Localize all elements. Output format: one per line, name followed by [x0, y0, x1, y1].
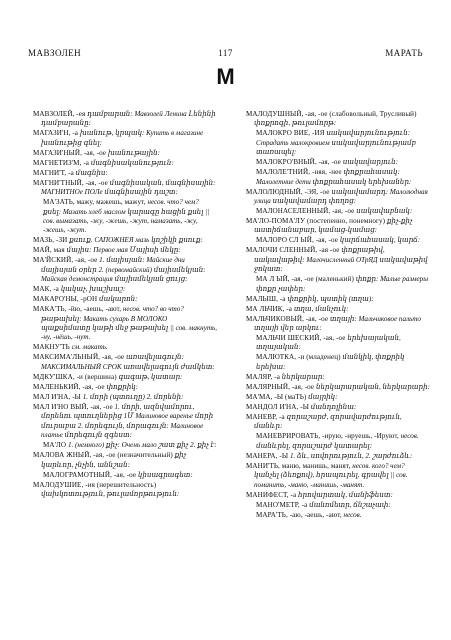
right-column	[246, 110, 430, 521]
entry-headword: МАЛЬЧИКОВЫЙ, -ая, -ое	[246, 314, 329, 323]
entry-headword: МАНО'МЕТР, -а	[256, 500, 308, 509]
entry-translation: ներկարար:	[281, 372, 325, 381]
entry-translation: հրովարտակ, մանիֆեստ:	[298, 490, 393, 499]
dictionary-entry	[33, 295, 217, 304]
entry-headword: МАК, -а	[33, 285, 59, 294]
dictionary-entry	[246, 188, 430, 207]
entry-translation: փոքրոգի, թուլամորթ:	[254, 119, 337, 128]
dictionary-entry	[33, 481, 217, 500]
entry-headword: МАЛ И'НО ВЫЙ, -ая, -ое	[33, 402, 113, 411]
dictionary-entry	[246, 432, 430, 451]
entry-translation: սակավաբնակ:	[356, 207, 413, 216]
entry-translation: см. макать.	[71, 343, 108, 352]
entry-translation: զորաշարժ, զորավարժություն, մանևր:	[254, 412, 402, 431]
dictionary-entry	[246, 110, 430, 129]
entry-headword: МА'ЛО	[43, 441, 67, 450]
dictionary-entry	[33, 169, 217, 178]
entry-headword: МАЛЫШ, -а	[246, 294, 286, 303]
dictionary-entry	[246, 334, 430, 353]
entry-headword: МДКУ'ШКА, -и (вершина)	[33, 372, 117, 381]
entry-translation: 1. մորի, ազնվամորու, մորենու պտուղներից 1Մ Малиновое варенье մորի մուրաբա 2. մորեգույն, մորագույն: Малиновое платье մորեգույն զգեստ:	[41, 402, 214, 440]
left-column	[33, 110, 217, 500]
dictionary-entry	[33, 383, 217, 392]
entry-translation: փոքրաթիվ, սակավաթիվ: Малочисленный ОТрЯД սակավաթիվ ջոկատ:	[254, 246, 428, 274]
dictionary-entry	[246, 403, 430, 412]
entry-translation: քսուք. САПОЖНЕЯ мазь կոշիկի քսուք:	[69, 236, 203, 245]
entry-translation: մագնիսական, մագնիսային: МАГНИТНОе ПОЛе մագնիսային դաշտ:	[41, 178, 216, 197]
entry-translation: կարճահասակ, կարճ:	[339, 236, 421, 245]
dictionary-entry	[33, 353, 217, 372]
entry-headword: МАЛОЛЮДНЫЙ, -ЭЯ, -ое	[246, 187, 330, 196]
entry-translation: առավելագույն: МАКСИМАЛЬНЫЙ СРОК առավելագույն ժամկետ:	[41, 353, 215, 371]
entry-translation: մագնիս:	[75, 168, 108, 177]
entry-translation: սակավարյուն:	[342, 158, 399, 167]
entry-headword: МАЛЯРНЫЙ, -ая, -ое	[246, 382, 315, 391]
dictionary-entry	[33, 110, 217, 129]
dictionary-entry	[33, 236, 217, 245]
entry-headword: МА ЛЬЧИК, -а	[246, 304, 293, 313]
entry-headword: МАЗЬ, -ЗИ	[33, 236, 68, 245]
entry-headword: МАЛОКРО'ВНЫЙ, -ая, -ое	[256, 158, 341, 167]
entry-headword: МАЛОЛЕ'ТНИЙ, -няя, -нее	[256, 168, 342, 177]
entry-translation: մանդոլինա:	[310, 402, 357, 411]
entry-translation: մանոմետր, ճնշաչափ:	[309, 500, 391, 509]
entry-headword: МАЛОДУШНЫЙ, -ая, -ое (слабовольный, Трусливый)	[246, 110, 417, 118]
entry-translation: տղայի: Мальчиковое пальто տղայի վեր արկու:	[254, 314, 421, 333]
entry-headword: МАНЕРА, -Ы	[246, 451, 289, 460]
dictionary-entry	[33, 343, 217, 352]
entry-headword: МАКСИМА'ЛЬНЫЙ, -ая, -ое	[33, 353, 125, 362]
entry-headword: МАЛОДУШИЕ, -ия (нерешительность)	[33, 480, 157, 489]
dictionary-entry	[246, 511, 430, 520]
entry-headword: МАЛ И'НА, -Ы	[33, 392, 81, 401]
header-left-guide-word: МАВЗОЛЕН	[28, 48, 82, 58]
dictionary-entry	[33, 471, 217, 480]
entry-translation: մակարոն:	[99, 295, 138, 304]
dictionary-entry	[246, 246, 430, 274]
dictionary-entry	[246, 383, 430, 392]
entry-headword: МА'МА, -Ы (маТЬ)	[246, 392, 307, 401]
dictionary-entry	[246, 373, 430, 382]
entry-headword: МАЛЮТКА, -и (младенец)	[256, 353, 341, 362]
entry-headword: МА'ЙСКИЙ, -ая, -ое	[33, 256, 98, 265]
entry-translation: несов. что? во что? թաթախել: Макать сухарь В МОЛОКО պաքսիմատը կաթի մեջ թաթախել || сов. макнуть, -ну, -нёшь, -нут.	[41, 305, 217, 342]
dictionary-entry	[246, 501, 430, 510]
entry-headword: МА'ЗАТЬ, мажу, мажешь, мажут,	[43, 198, 146, 207]
entry-translation: դամբարան: Мавзолей Ленина Լենինի դամբարանը:	[41, 110, 216, 128]
entry-translation: 1. մայիսյան: Майские дни մայիսյան օրեր 2. (первомайский) մայիսմեկյան: Майская демонстрация մայիսմեկյան ցույց:	[41, 256, 206, 284]
entry-translation: несов. что? чем? քսել: Мазать хлеб маслом կարագը հացին քսել || сов. вымазать, -жу, -жешь, -жут, намазать, -жу, -жешь, -жут.	[43, 198, 210, 235]
entry-translation: 1. մորի (պտուղը) 2. մորենի:	[82, 392, 184, 401]
dictionary-entry	[33, 256, 217, 284]
entry-headword: МАЛОЧИ СЛЕННЫЙ, -ая -ое	[246, 246, 340, 255]
dictionary-entry	[246, 236, 430, 245]
entry-headword: МАНИ'ТЬ, маню, манишь, манят,	[246, 461, 351, 470]
entry-headword: МАЛЕНЬКИЙ, -ая, -ое	[33, 382, 105, 391]
entry-headword: МАЛОГРАМОТНЫЙ, -ая, -ое	[43, 470, 137, 479]
entry-translation: մայրիկ:	[308, 392, 338, 401]
page-number: 117	[218, 48, 233, 58]
entry-headword: МАЛЯР, -а	[246, 372, 280, 381]
entry-headword: МА Л ЫЙ, -ая, -ое (маленький)	[256, 275, 354, 284]
entry-translation: կակաչ, խաշխաշ:	[60, 285, 126, 294]
dictionary-entry	[246, 462, 430, 490]
dictionary-entry	[246, 168, 430, 187]
entry-translation: փոքր: Малые размеры փոքր չափեր:	[256, 275, 429, 293]
entry-translation: 1. (немного) քիչ: Очень мало շատ քիչ 2. քիչ է:	[67, 441, 217, 450]
entry-headword: МАЙ, мая	[33, 246, 65, 255]
dictionary-entry	[246, 217, 430, 236]
dictionary-entry	[246, 452, 430, 461]
entry-translation: несов. кого? чем? կանչել (ձեռքով), հրապուրել, գրավել || сов. поманить, -маню, -манишь, -манят.	[254, 461, 408, 489]
entry-headword: МАКНУ'ТЬ	[33, 343, 70, 352]
dictionary-entry	[246, 393, 430, 402]
dictionary-entry	[246, 207, 430, 216]
dictionary-entry	[246, 413, 430, 432]
entry-headword: МАКАРО'НЫ, -рОН	[33, 295, 98, 304]
dictionary-entry	[246, 315, 430, 334]
dictionary-entry	[33, 305, 217, 343]
section-letter: М	[216, 64, 235, 89]
entry-translation: կիսագրագետ:	[137, 470, 193, 479]
entry-headword: МАГНЕТИЗ'М, -а	[33, 158, 90, 167]
entry-translation: երեխայական, տղայական:	[256, 334, 401, 352]
dictionary-entry	[33, 179, 217, 198]
entry-translation: несов.	[343, 510, 362, 519]
entry-translation: խանութային:	[107, 148, 160, 157]
dictionary-entry	[246, 129, 430, 157]
dictionary-entry	[33, 373, 217, 382]
dictionary-entry	[33, 129, 217, 148]
entry-translation: տղա, մանչուկ:	[293, 304, 349, 313]
entry-headword: МАВЗОЛЕЙ, -ея	[33, 110, 86, 118]
header-right-guide-word: МАРАТЬ	[385, 48, 423, 58]
dictionary-entry	[33, 285, 217, 294]
dictionary-entry	[246, 353, 430, 372]
entry-headword: МАГАЗИ'Н, -а	[33, 129, 79, 138]
entry-translation: գագաթ, կատար:	[118, 372, 183, 381]
entry-translation: մանկիկ, փոքրիկ երեխա:	[256, 353, 405, 371]
entry-translation: փոքրիկ:	[106, 382, 139, 391]
dictionary-entry	[246, 158, 430, 167]
entry-headword: МАЛОРО СЛ ЫЙ, -ая, -ое	[256, 236, 338, 245]
entry-headword: МА'ЛО-ПОМА'ЛУ (постепенно, понемногу)	[246, 217, 386, 226]
entry-translation: 1. ձև, սովորություն, 2. շարժուձև:	[289, 451, 413, 460]
entry-headword: МАНИФЕСТ, -а	[246, 490, 297, 499]
dictionary-entry	[246, 491, 430, 500]
dictionary-entry	[33, 393, 217, 402]
dictionary-entry	[33, 198, 217, 236]
entry-translation: ներկարարական, ներկարարի:	[315, 382, 430, 391]
entry-headword: МАГНИ'Т, -а	[33, 168, 74, 177]
running-header	[28, 48, 423, 62]
entry-headword: МАГАЗИ'НЫЙ, -ая, -ое	[33, 148, 107, 157]
entry-headword: МАЛЬЧИ ШЕСКИЙ, -ая, -ое	[256, 334, 346, 343]
entry-translation: խանութ, կրպակ: Купить в магазине խանութից գնել:	[41, 129, 204, 147]
entry-headword: МАРА'ТЬ, -аю, -аешь, -ают,	[256, 510, 342, 519]
entry-translation: փոքրիկ, պստիկ (տղա):	[287, 294, 374, 303]
entry-translation: սակավարյունություն: Страдать малокровием սակավարյունությամբ տառապել:	[256, 129, 416, 157]
dictionary-entry	[246, 295, 430, 304]
entry-translation: քիչ կարևոր, չնչին, աննշան:	[41, 451, 187, 469]
entry-translation: սակավամարդ: Малолюдная улица սակավամարդ փողոց:	[254, 187, 428, 206]
dictionary-entry	[33, 403, 217, 441]
dictionary-entry	[33, 441, 217, 450]
dictionary-entry	[33, 159, 217, 168]
entry-translation: փոքրահասակ: Малолетние дети փոքրահասակ երեխաներ:	[256, 168, 412, 186]
entry-headword: МАЛОВА ЖНЫЙ, -ая, -ое (незначительный)	[33, 451, 173, 460]
entry-headword: МАНДОЛ И'НА, -Ы	[246, 402, 309, 411]
entry-translation: քիչ-քիչ աստիճանաբար, կամաց-կամաց:	[254, 217, 413, 235]
entry-headword: МАНЕВРИРОВАТЬ, -ирую, -ируешь, -Ируют,	[256, 432, 399, 441]
entry-translation: մայիս: Первое мая Մայիսի մեկը:	[66, 246, 181, 255]
entry-translation: վախկոտություն, թուլամորթություն:	[41, 489, 180, 498]
dictionary-entry	[246, 275, 430, 294]
entry-headword: МАКА'ТЬ, -йю, -аешь, -ают,	[33, 305, 122, 314]
entry-headword: МАЛОКРО ВИЕ, -ИЯ	[256, 129, 325, 138]
dictionary-entry	[33, 149, 217, 158]
entry-translation: несов. մանևրել, զորաշարժ կատարել:	[256, 432, 419, 450]
dictionary-entry	[33, 246, 217, 255]
entry-translation: մագնիսականություն:	[90, 158, 174, 167]
dictionary-entry	[246, 305, 430, 314]
dictionary-entry	[33, 451, 217, 470]
entry-headword: МАНЕВР, -а	[246, 412, 285, 421]
entry-headword: МАЛОНАСЕЛЕННЫЙ, -ая, -ое	[256, 207, 355, 216]
entry-headword: МАГНИ'ТНЫЙ, -ая, -ое	[33, 178, 108, 187]
